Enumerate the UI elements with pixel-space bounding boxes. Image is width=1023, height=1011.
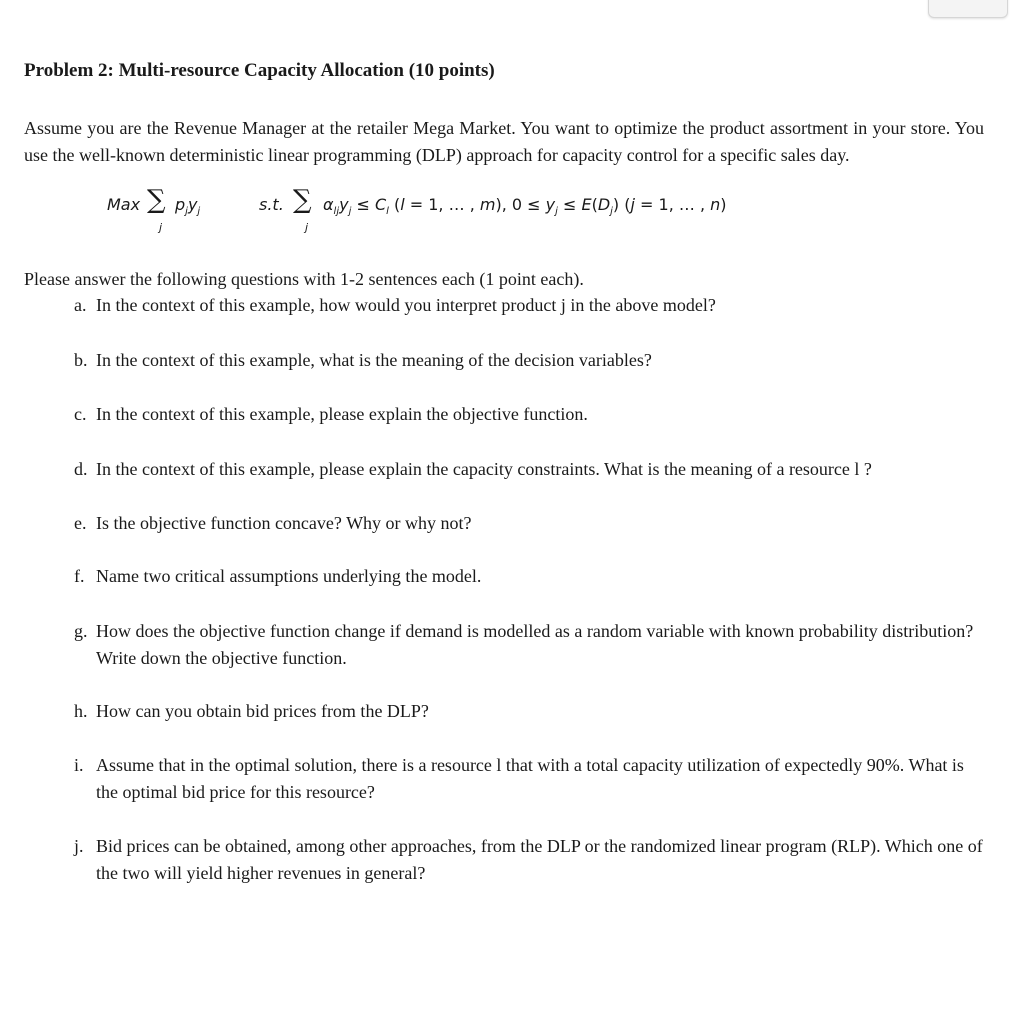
question-letter: j. <box>74 836 84 856</box>
question-text: In the context of this example, how would you interpret product j in the above model? <box>96 295 716 315</box>
question-item <box>24 510 984 537</box>
problem-document <box>24 58 984 887</box>
question-list <box>24 292 984 887</box>
constraint-sum-index: j <box>305 221 309 234</box>
question-letter: a. <box>74 295 87 315</box>
window-corner-button[interactable] <box>928 0 1008 18</box>
question-letter: h. <box>74 701 88 721</box>
question-text: In the context of this example, what is the meaning of the decision variables? <box>96 350 652 370</box>
formula-st: s.t. <box>259 195 284 214</box>
question-item <box>24 456 984 483</box>
question-item <box>24 618 984 672</box>
instructions: Please answer the following questions with 1-2 sentences each (1 point each). <box>24 269 584 289</box>
question-item <box>24 698 984 725</box>
question-item <box>24 752 984 806</box>
objective-sum-index: j <box>159 221 163 234</box>
question-item <box>24 347 984 374</box>
objective-sum-symbol: ∑ <box>147 185 166 215</box>
objective-term: $p_jy_j$ <box>175 195 201 218</box>
question-item <box>24 292 984 319</box>
question-letter: g. <box>74 621 88 641</box>
formula-max: Max <box>107 195 141 214</box>
dlp-formula <box>107 187 984 243</box>
question-text: Bid prices can be obtained, among other approaches, from the DLP or the randomized linear program (RLP). Which one of the two will yield higher revenues in general? <box>96 836 983 883</box>
question-text: Assume that in the optimal solution, there is a resource l that with a total capacity utilization of expectedly 90%. What is the optimal bid price for this resource? <box>96 755 964 802</box>
problem-intro: Assume you are the Revenue Manager at the retailer Mega Market. You want to optimize the product assortment in your store. You use the well-known deterministic linear programming (DLP) approach for capacity control for a specific sales day. <box>24 118 984 165</box>
question-letter: e. <box>74 513 87 533</box>
question-letter: i. <box>74 755 84 775</box>
question-text: Name two critical assumptions underlying the model. <box>96 566 482 586</box>
question-text: How can you obtain bid prices from the DLP? <box>96 701 429 721</box>
constraint-sum-symbol: ∑ <box>293 185 312 215</box>
question-letter: b. <box>74 350 88 370</box>
question-letter: c. <box>74 404 87 424</box>
question-text: How does the objective function change if demand is modelled as a random variable with known probability distribution? Write down the objective function. <box>96 621 974 668</box>
question-letter: d. <box>74 459 88 479</box>
question-letter: f. <box>74 566 85 586</box>
question-item <box>24 401 984 428</box>
problem-title: Problem 2: Multi-resource Capacity Allocation (10 points) <box>24 60 495 81</box>
question-item <box>24 563 984 590</box>
question-text: In the context of this example, please explain the capacity constraints. What is the meaning of a resource l ? <box>96 459 872 479</box>
question-text: Is the objective function concave? Why or why not? <box>96 513 472 533</box>
question-item <box>24 833 984 887</box>
constraint-term: $\alpha_{lj}y_j \le C_l$ (l = 1, … , m), $0 \le y_j \le E(D_j) (j = 1$, … , n) <box>323 195 727 218</box>
question-text: In the context of this example, please explain the objective function. <box>96 404 588 424</box>
